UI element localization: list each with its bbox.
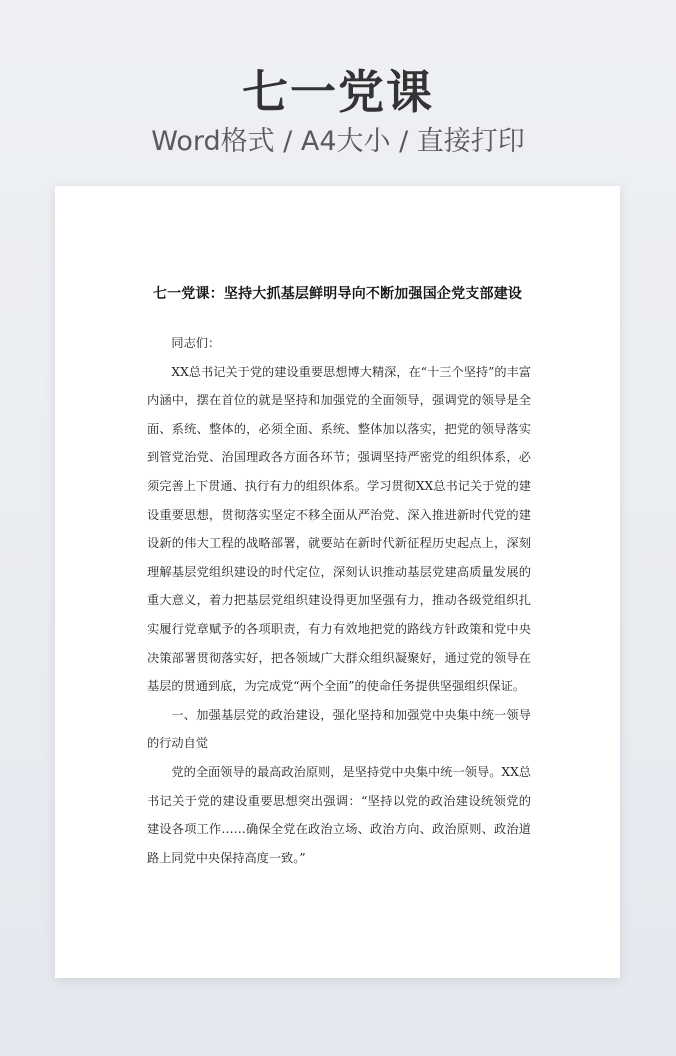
page-subtitle: Word格式 / A4大小 / 直接打印 — [151, 126, 525, 157]
document-title: 七一党课：坚持大抓基层鲜明导向不断加强国企党支部建设 — [152, 286, 523, 302]
document-paragraph-section-1: 党的全面领导的最高政治原则，是坚持党中央集中统一领导。XX总书记关于党的建设重要思想突出强调：“坚持以党的政治建设统领党的建设各项工作……确保全党在政治立场、政治方向、政治原则、政治道路上同党中央保持高度一致。” — [147, 764, 531, 865]
document-body — [147, 329, 531, 872]
document-heading-section-1: 一、加强基层党的政治建设，强化坚持和加强党中央集中统一领导的行动自觉 — [147, 707, 531, 751]
page-title: 七一党课 — [242, 65, 434, 119]
document-paragraph-intro: XX总书记关于党的建设重要思想博大精深，在“十三个坚持”的丰富内涵中，摆在首位的就是坚持和加强党的全面领导，强调党的领导是全面、系统、整体的，必须全面、系统、整体加以落实，把党的领导落实到管党治党、治国理政各方面各环节；强调坚持严密党的组织体系，必须完善上下贯通、执行有力的组织体系。学习贯彻XX总书记关于党的建设重要思想，贯彻落实坚定不移全面从严治党、深入推进新时代党的建设新的伟大工程的战略部署，就要站在新时代新征程历史起点上，深刻理解基层党组织建设的时代定位，深刻认识推动基层党建高质量发展的重大意义，着力把基层党组织建设得更加坚强有力，推动各级党组织扎实履行党章赋予的各项职责，有力有效地把党的路线方针政策和党中央决策部署贯彻落实好，把各领域广大群众组织凝聚好，通过党的领导在基层的贯通到底，为完成党“两个全面”的使命任务提供坚强组织保证。 — [147, 364, 531, 694]
document-page — [55, 186, 620, 978]
document-paragraph-salutation: 同志们： — [171, 336, 221, 350]
header — [0, 62, 676, 160]
